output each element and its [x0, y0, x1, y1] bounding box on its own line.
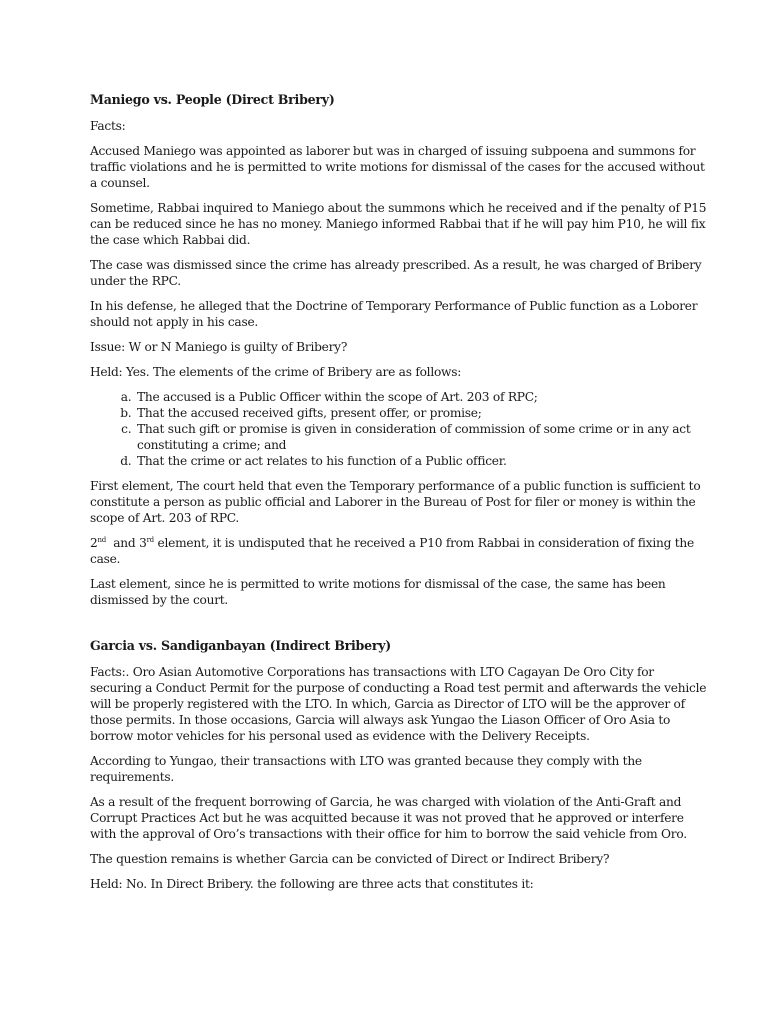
ordinal-suffix: rd: [146, 536, 154, 544]
case2-paragraph-4: The question remains is whether Garcia can be convicted of Direct or Indirect Bribery?: [90, 852, 610, 866]
ordinal-number: 2: [90, 536, 98, 550]
case1-held: Held: Yes. The elements of the crime of Bribery are as follows:: [90, 365, 462, 379]
section-spacer: [90, 617, 708, 637]
list-item: b. That the accused received gifts, present offer, or promise;: [135, 405, 708, 421]
case1-facts-label: Facts:: [90, 119, 126, 133]
case2-paragraph-3: As a result of the frequent borrowing of Garcia, he was charged with violation of the Anti-Graft and Corrupt Practices Act but he was acquitted because it was not proved that he approved or interfere with the approval of Oro’s transactions with their office for him to borrow the said vehicle from Oro.: [90, 795, 687, 841]
ordinal-number: 3: [139, 536, 147, 550]
case1-paragraph-4: In his defense, he alleged that the Doctrine of Temporary Performance of Public function as a Loborer should not apply in his case.: [90, 299, 698, 329]
case1-paragraph-1: Accused Maniego was appointed as laborer but was in charged of issuing subpoena and summons for traffic violations and he is permitted to write motions for dismissal of the cases for the accused without a counsel.: [90, 144, 705, 190]
case2-paragraph-1: Facts:. Oro Asian Automotive Corporations has transactions with LTO Cagayan De Oro City for securing a Conduct Permit for the purpose of conducting a Road test permit and afterwards the vehicle will be properly registered with the LTO. In which, Garcia as Director of LTO will be the approver of those permits. In those occasions, Garcia will always ask Yungao the Liason Officer of Oro Asia to borrow motor vehicles for his personal used as evidence with the Delivery Receipts.: [90, 665, 707, 743]
conjunction: and: [113, 536, 136, 550]
second-third-text: element, it is undisputed that he received a P10 from Rabbai in consideration of fixing the case.: [90, 536, 694, 566]
case1-paragraph-2: Sometime, Rabbai inquired to Maniego about the summons which he received and if the penalty of P15 can be reduced since he has no money. Maniego informed Rabbai that if he will pay him P10, he will fix the case which Rabbai did.: [90, 201, 707, 247]
case1-first-element: First element, The court held that even the Temporary performance of a public function is sufficient to constitute a person as public official and Laborer in the Bureau of Post for filer or money is within the scope of Art. 203 of RPC.: [90, 479, 701, 525]
case2-paragraph-2: According to Yungao, their transactions with LTO was granted because they comply with the requirements.: [90, 754, 642, 784]
list-item: c. That such gift or promise is given in consideration of commission of some crime or in any act constituting a crime; and: [135, 421, 708, 453]
case2-held: Held: No. In Direct Bribery. the following are three acts that constitutes it:: [90, 877, 534, 891]
case1-issue: Issue: W or N Maniego is guilty of Bribery?: [90, 340, 348, 354]
ordinal-suffix: nd: [97, 536, 107, 544]
case1-second-third-element: [90, 535, 708, 567]
case1-paragraph-3: The case was dismissed since the crime has already prescribed. As a result, he was charged of Bribery under the RPC.: [90, 258, 702, 288]
list-item: d. That the crime or act relates to his function of a Public officer.: [135, 453, 708, 469]
bribery-elements-list: [90, 389, 708, 469]
case1-last-element: Last element, since he is permitted to write motions for dismissal of the case, the same has been dismissed by the court.: [90, 577, 666, 607]
case2-title: Garcia vs. Sandiganbayan (Indirect Bribery): [90, 638, 391, 653]
case1-title: Maniego vs. People (Direct Bribery): [90, 92, 335, 107]
list-item: a. The accused is a Public Officer within the scope of Art. 203 of RPC;: [135, 389, 708, 405]
